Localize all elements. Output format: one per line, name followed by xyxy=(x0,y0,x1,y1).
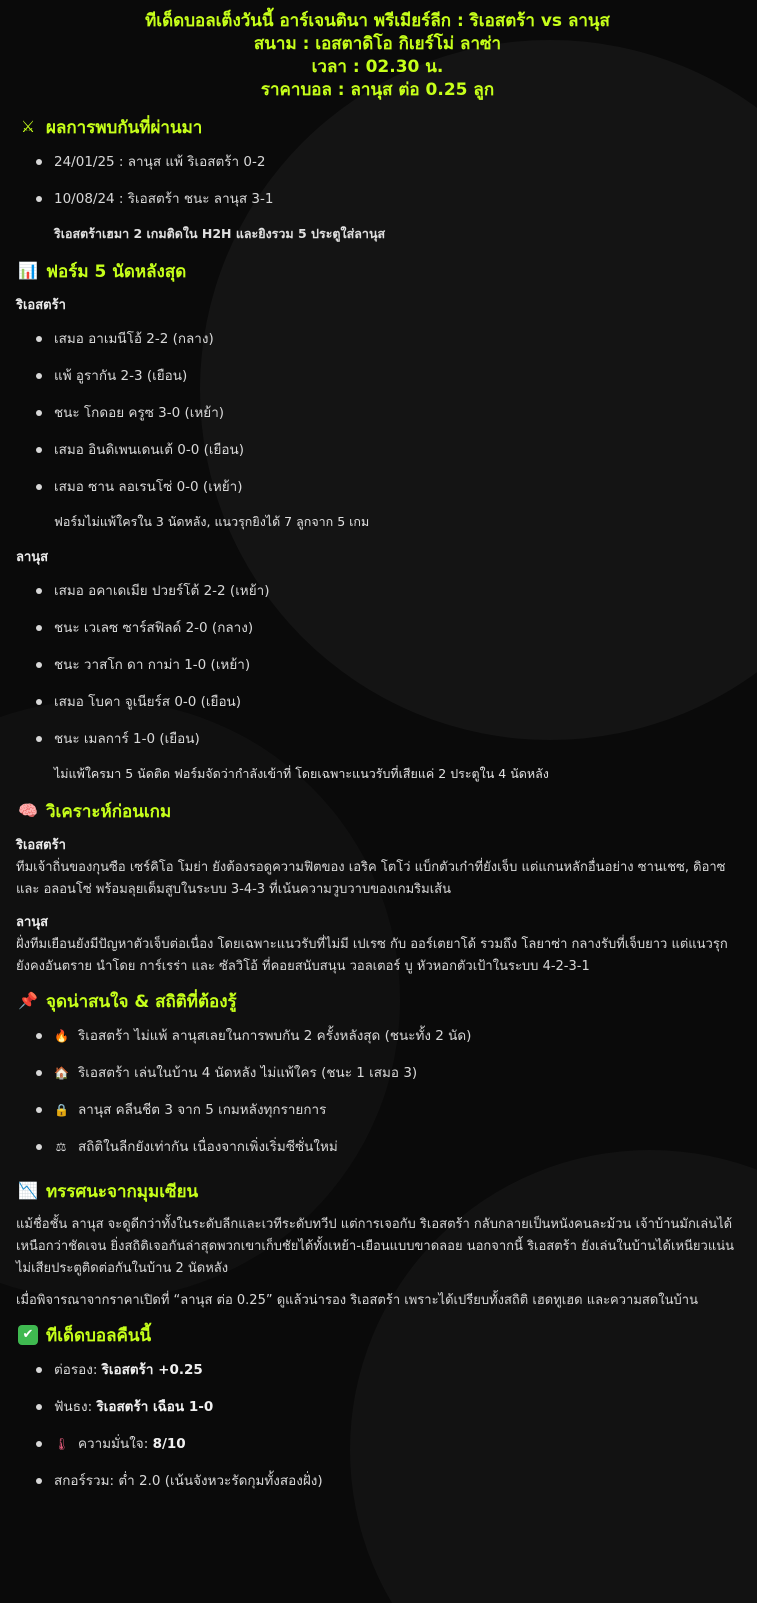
analysis-away-label: ลานุส xyxy=(16,915,49,930)
section-title-label: ฟอร์ม 5 นัดหลังสุด xyxy=(46,261,187,282)
team-label-home: ริเอสตร้า xyxy=(16,298,66,313)
list-item: 10/08/24 : ริเอสตร้า ชนะ ลานุส 3-1 xyxy=(36,187,739,224)
away-form-list xyxy=(16,579,739,764)
list-item: เสมอ อินดิเพนเดนเต้ 0-0 (เยือน) xyxy=(36,438,739,475)
opinion-paragraph: เมื่อพิจารณาจากราคาเปิดที่ “ลานุส ต่อ 0.25” ดูแล้วน่ารอง ริเอสตร้า เพราะได้เปรียบทั้งสถิติ เฮดทูเฮด และความสดในบ้าน xyxy=(16,1293,698,1308)
thermometer-icon: 🌡 xyxy=(54,1437,70,1451)
section-title-form xyxy=(18,258,739,284)
check-mark-icon: ✔ xyxy=(18,1325,38,1345)
section-title-opinion xyxy=(18,1178,739,1204)
stat-text: ลานุส คลีนชีต 3 จาก 5 เกมหลังทุกรายการ xyxy=(78,1102,327,1118)
section-title-label: วิเคราะห์ก่อนเกม xyxy=(46,801,172,822)
list-item xyxy=(36,1395,739,1432)
lock-icon: 🔒 xyxy=(54,1103,69,1117)
house-icon: 🏠 xyxy=(54,1066,69,1080)
tips-list xyxy=(16,1358,739,1506)
scales-icon: ⚖ xyxy=(55,1140,67,1154)
stats-list xyxy=(16,1024,739,1172)
confidence-value: 8/10 xyxy=(152,1436,186,1452)
list-item xyxy=(36,1358,739,1395)
kickoff-time-line: เวลา : 02.30 น. xyxy=(311,57,444,77)
stat-text: สถิติในลีกยังเท่ากัน เนื่องจากเพิ่งเริ่มซีซั่นใหม่ xyxy=(78,1139,338,1155)
list-item: ชนะ โกดอย ครูซ 3-0 (เหย้า) xyxy=(36,401,739,438)
section-title-label: ผลการพบกันที่ผ่านมา xyxy=(46,117,203,138)
stat-text: ริเอสตร้า ไม่แพ้ ลานุสเลยในการพบกัน 2 ครั้งหลังสุด (ชนะทั้ง 2 นัด) xyxy=(78,1028,472,1044)
section-title-h2h xyxy=(18,114,739,140)
tip-label: ความมั่นใจ: xyxy=(78,1436,149,1452)
list-item: เสมอ อคาเดเมีย ปวยร์โต้ 2-2 (เหย้า) xyxy=(36,579,739,616)
analysis-home-label: ริเอสตร้า xyxy=(16,838,66,853)
analysis-home-text: ทีมเจ้าถิ่นของกุนซือ เซร์คิโอ โมย่า ยังต้องรอดูความฟิตของ เอริค โตโว่ แบ็กตัวเก๋าที่ยังเจ็บ แต่แกนหลักอื่นอย่าง ซานเชซ, ดิอาซ และ อลอนโซ่ พร้อมลุยเต็มสูบในระบบ 3-4-3 ที่เน้นความวูบวาบของเกมริมเส้น xyxy=(16,860,726,897)
list-item: เสมอ อาเมนีโอ้ 2-2 (กลาง) xyxy=(36,327,739,364)
tip-label: ฟันธง: xyxy=(54,1399,93,1415)
list-item xyxy=(36,1098,739,1135)
list-item: แพ้ อูรากัน 2-3 (เยือน) xyxy=(36,364,739,401)
match-title: ทีเด็ดบอลเต็งวันนี้ อาร์เจนตินา พรีเมียร์ลีก : ริเอสตร้า vs ลานุส xyxy=(145,11,610,31)
tip-label: ต่อรอง: xyxy=(54,1362,98,1378)
list-item xyxy=(36,1432,739,1469)
stadium-line: สนาม : เอสตาดิโอ กิเยร์โม่ ลาซ่า xyxy=(253,34,502,54)
handicap-value: ริเอสตร้า +0.25 xyxy=(101,1362,203,1378)
section-title-stats xyxy=(18,988,739,1014)
stat-text: ริเอสตร้า เล่นในบ้าน 4 นัดหลัง ไม่แพ้ใคร (ชนะ 1 เสมอ 3) xyxy=(78,1065,418,1081)
away-form-note: ไม่แพ้ใครมา 5 นัดติด ฟอร์มจัดว่ากำลังเข้าที่ โดยเฉพาะแนวรับที่เสียแค่ 2 ประตูใน 4 นัดหลัง xyxy=(54,766,549,781)
bar-chart-icon: 📊 xyxy=(18,261,38,280)
section-title-analysis xyxy=(18,798,739,824)
h2h-list xyxy=(16,150,739,224)
result-value: ริเอสตร้า เฉือน 1-0 xyxy=(96,1399,214,1415)
crossed-swords-icon: ⚔ xyxy=(20,117,36,136)
pushpin-icon: 📌 xyxy=(18,991,38,1010)
list-item xyxy=(36,1061,739,1098)
list-item xyxy=(36,1135,739,1172)
section-title-label: จุดน่าสนใจ & สถิติที่ต้องรู้ xyxy=(46,991,237,1012)
brain-icon: 🧠 xyxy=(18,801,38,820)
list-item: เสมอ โบคา จูเนียร์ส 0-0 (เยือน) xyxy=(36,690,739,727)
section-title-label: ทรรศนะจากมุมเซียน xyxy=(46,1181,199,1202)
home-form-list xyxy=(16,327,739,512)
list-item: สกอร์รวม: ต่ำ 2.0 (เน้นจังหวะรัดกุมทั้งสองฝั่ง) xyxy=(36,1469,739,1506)
home-form-note: ฟอร์มไม่แพ้ใครใน 3 นัดหลัง, แนวรุกยิงได้ 7 ลูกจาก 5 เกม xyxy=(54,514,370,529)
fire-icon: 🔥 xyxy=(54,1029,69,1043)
team-label-away: ลานุส xyxy=(16,550,49,565)
analysis-away-text: ฝั่งทีมเยือนยังมีปัญหาตัวเจ็บต่อเนื่อง โดยเฉพาะแนวรับที่ไม่มี เปเรซ กับ ออร์เตยาโด้ รวมถึง โลยาซ่า กลางรับที่เจ็บยาว แต่แนวรุกยังคงอันตราย นำโดย การ์เรร่า และ ซัลวิโอ้ ที่คอยสนับสนุน วอลเตอร์ บู หัวหอกตัวเป้าในระบบ 4-2-3-1 xyxy=(16,937,728,974)
chart-decreasing-icon: 📉 xyxy=(18,1181,38,1200)
opinion-paragraph: แม้ชื่อชั้น ลานุส จะดูดีกว่าทั้งในระดับลีกและเวทีระดับทวีป แต่การเจอกับ ริเอสตร้า กลับกลายเป็นหนังคนละม้วน เจ้าบ้านมักเล่นได้เหนือกว่าชัดเจน ยิ่งสถิติเจอกันล่าสุดพวกเขาเก็บชัยได้ทั้งเหย้า-เยือนแบบขาดลอย นอกจากนี้ ริเอสตร้า ยังเล่นในบ้านได้เหนียวแน่น ไม่เสียประตูติดต่อกันในบ้าน 2 นัดหลัง xyxy=(16,1217,734,1276)
list-item: เสมอ ซาน ลอเรนโซ่ 0-0 (เหย้า) xyxy=(36,475,739,512)
list-item: ชนะ เมลการ์ 1-0 (เยือน) xyxy=(36,727,739,764)
h2h-note: ริเอสตร้าเฮมา 2 เกมติดใน H2H และยิงรวม 5 ประตูใส่ลานุส xyxy=(54,226,386,241)
list-item: 24/01/25 : ลานุส แพ้ ริเอสตร้า 0-2 xyxy=(36,150,739,187)
list-item xyxy=(36,1024,739,1061)
list-item: ชนะ วาสโก ดา กาม่า 1-0 (เหย้า) xyxy=(36,653,739,690)
section-title-label: ทีเด็ดบอลคืนนี้ xyxy=(46,1325,152,1346)
odds-line: ราคาบอล : ลานุส ต่อ 0.25 ลูก xyxy=(260,80,495,100)
match-header xyxy=(16,10,739,102)
list-item: ชนะ เวเลซ ซาร์สฟิลด์ 2-0 (กลาง) xyxy=(36,616,739,653)
section-title-tips xyxy=(18,1322,739,1348)
